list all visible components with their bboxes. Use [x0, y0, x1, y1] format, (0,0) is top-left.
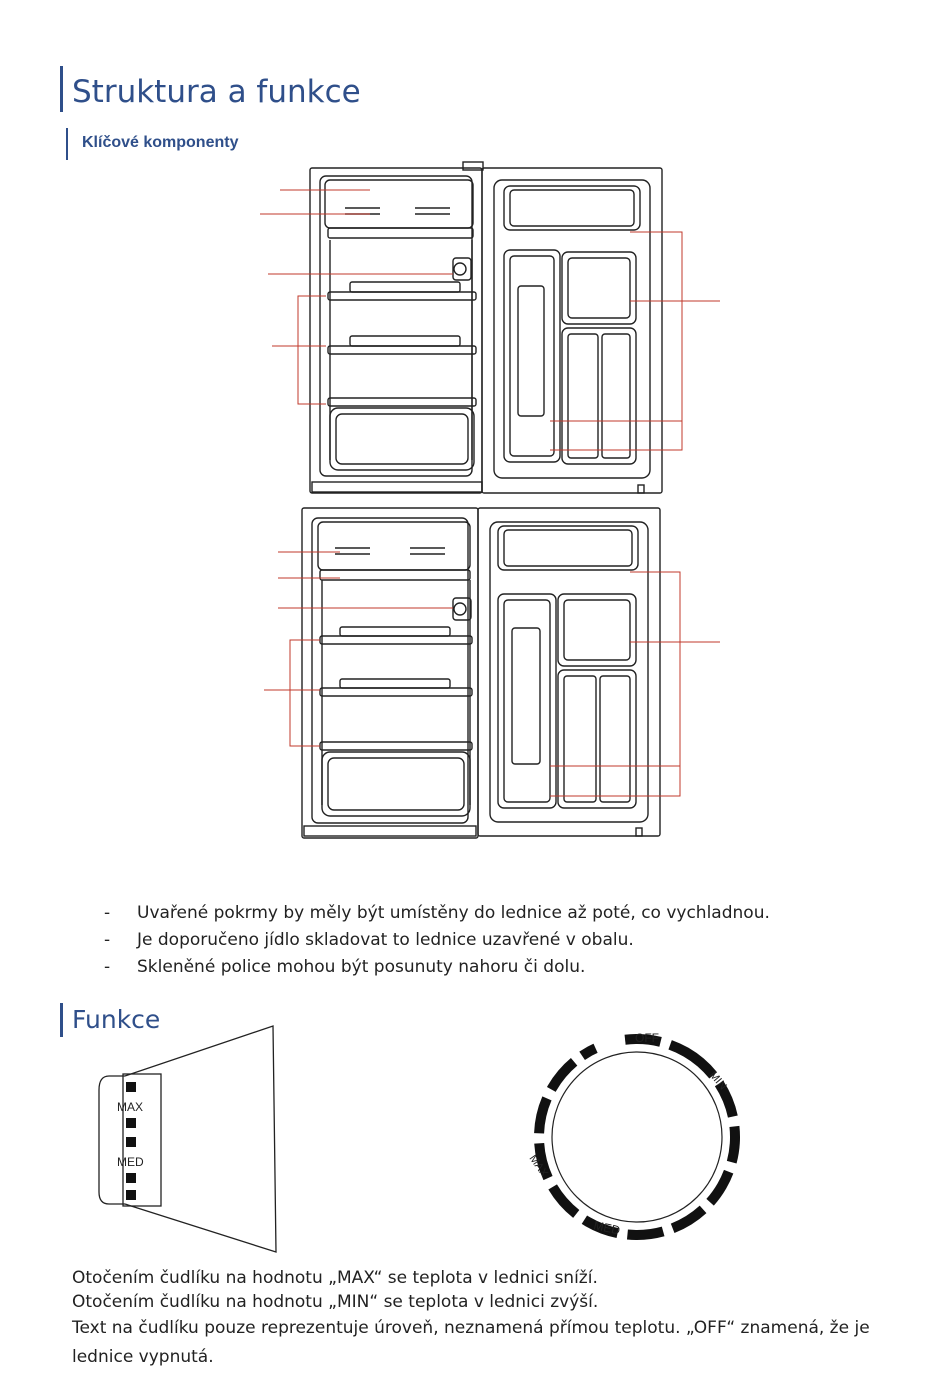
note-text: Skleněné police mohou být posunuty nahoru či dolu. — [137, 957, 586, 977]
thermostat-dial[interactable] — [525, 1025, 750, 1250]
note-text: Je doporučeno jídlo skladovat to lednice uzavřené v obalu. — [137, 930, 634, 950]
page-title: Struktura a funkce — [72, 74, 361, 110]
knob-med-label: MED — [117, 1155, 144, 1169]
bullet: - — [104, 930, 111, 950]
dial-med-label: MED — [592, 1218, 622, 1238]
list-item — [104, 903, 770, 930]
list-item — [104, 957, 770, 984]
dial-min-label: MIN — [706, 1069, 729, 1093]
bullet: - — [104, 903, 111, 923]
functions-description — [72, 1266, 892, 1372]
note-text: Uvařené pokrmy by měly být umístěny do lednice až poté, co vychladnou. — [137, 903, 770, 923]
notes-list — [104, 903, 770, 984]
title-accent-bar — [60, 66, 63, 112]
functions-accent-bar — [60, 1003, 63, 1037]
paragraph: Otočením čudlíku na hodnotu „MAX“ se teplota v lednici sníží. — [72, 1268, 598, 1288]
functions-title: Funkce — [72, 1005, 161, 1034]
paragraph: Otočením čudlíku na hodnotu „MIN“ se teplota v lednici zvýší. — [72, 1292, 599, 1312]
thermostat-knob-side — [95, 1020, 285, 1260]
subtitle-accent-bar — [66, 128, 68, 160]
page-subtitle: Klíčové komponenty — [82, 134, 239, 151]
bullet: - — [104, 957, 111, 977]
fridge-bottom-view — [302, 508, 660, 838]
fridge-top-view — [310, 162, 662, 493]
list-item — [104, 930, 770, 957]
dial-off-label: OFF — [635, 1031, 659, 1045]
paragraph: Text na čudlíku pouze reprezentuje úroveň, neznamená přímou teplotu. „OFF“ znamená, že je lednice vypnutá. — [72, 1318, 870, 1367]
fridge-diagram — [250, 160, 730, 850]
knob-max-label: MAX — [117, 1100, 144, 1114]
dial-max-label: MAX — [526, 1152, 551, 1180]
